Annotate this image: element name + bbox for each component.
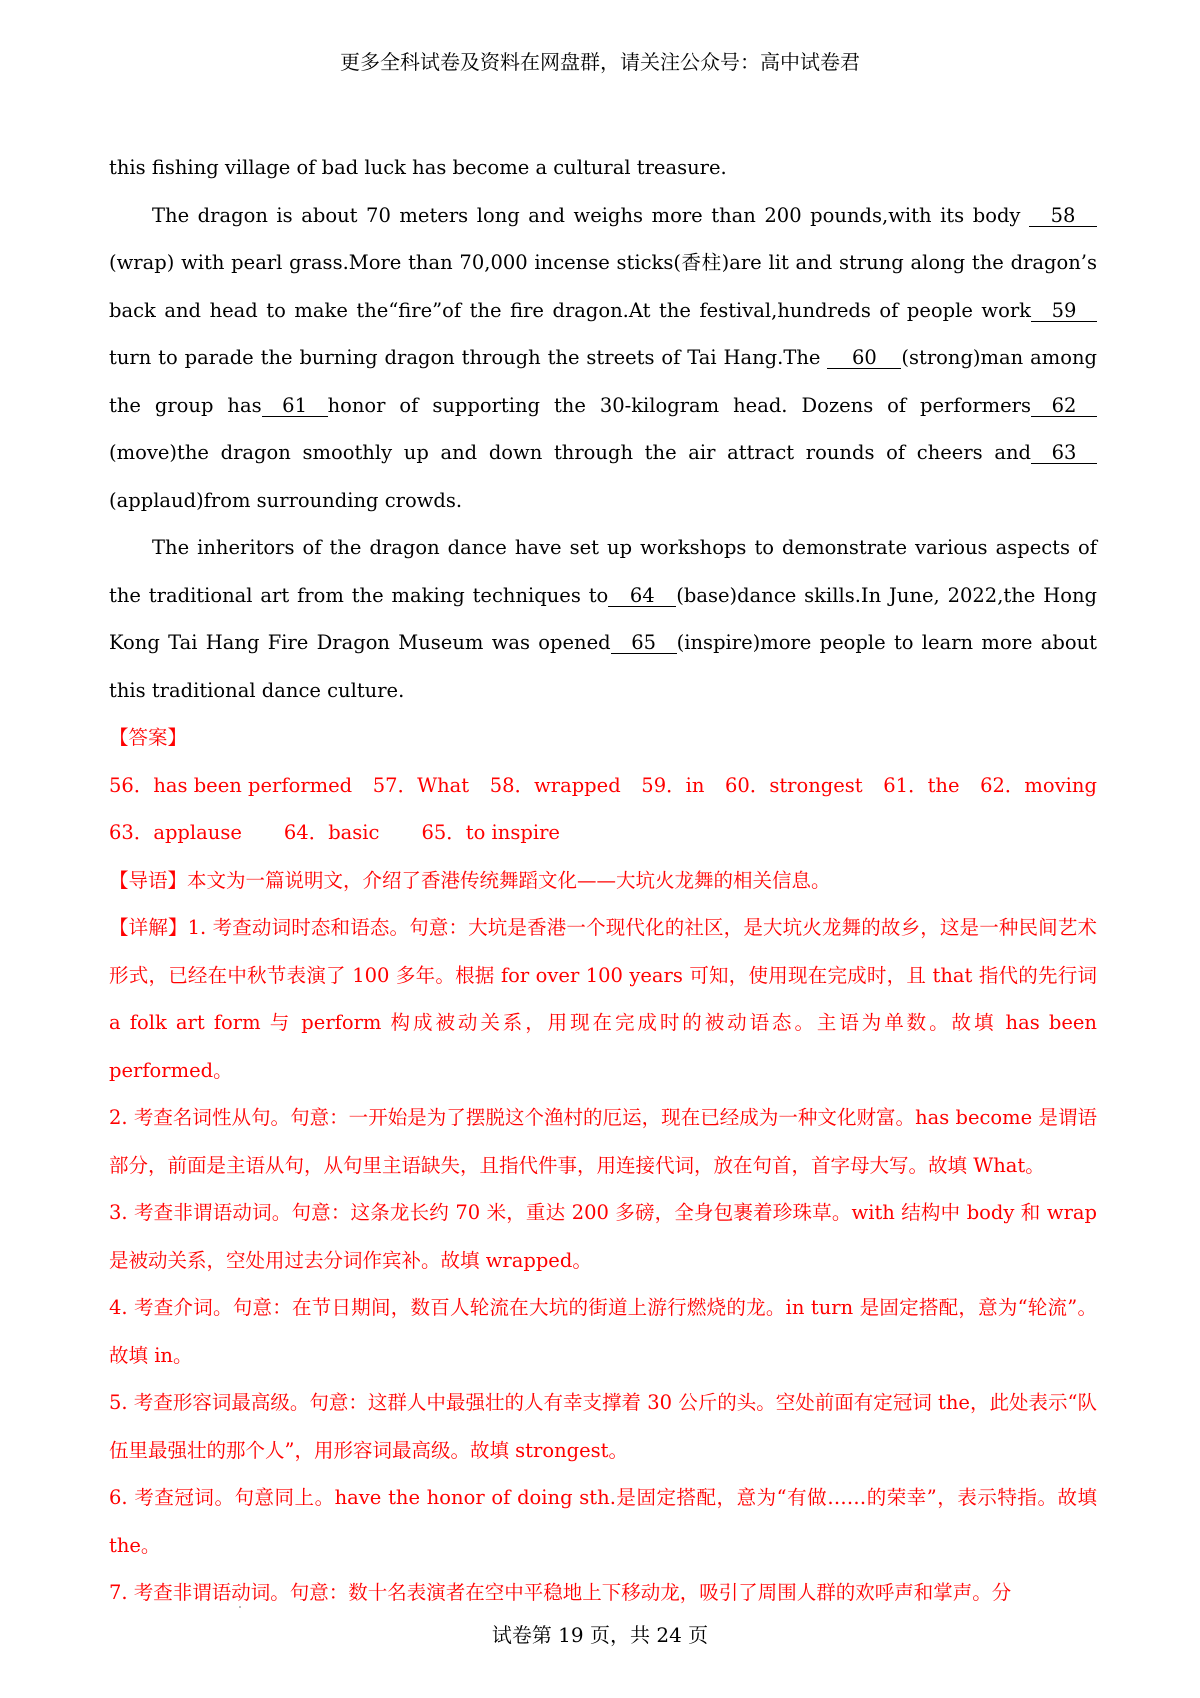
guide-paragraph xyxy=(109,857,1097,905)
text-run: (inspire)more people to learn more about this traditional dance culture. xyxy=(109,631,1097,702)
answer-item: 65．to inspire xyxy=(421,821,560,844)
blank-60: 60 xyxy=(827,348,901,369)
blank-59: 59 xyxy=(1031,301,1097,322)
answer-item: 56．has been performed xyxy=(109,773,353,797)
blank-62: 62 xyxy=(1031,396,1097,417)
text-run: The inheritors of the dragon dance have set up workshops to demonstrate various aspects of the traditional art from the making techniques to xyxy=(109,536,1097,607)
answer-item: 64．basic xyxy=(283,821,380,844)
detail-6: 6. 考查冠词。句意同上。have the honor of doing sth.是固定搭配，意为“有做……的荣幸”，表示特指。故填 the。 xyxy=(109,1486,1097,1557)
detail-3: 3. 考查非谓语动词。句意：这条龙长约 70 米，重达 200 多磅，全身包裹着珍珠草。with 结构中 body 和 wrap 是被动关系，空处用过去分词作宾补。故填 wrapped。 xyxy=(109,1201,1097,1272)
text-run: (strong)man among the group has xyxy=(109,346,1098,417)
detail-2: 2. 考查名词性从句。句意：一开始是为了摆脱这个渔村的厄运，现在已经成为一种文化财富。has become 是谓语部分，前面是主语从句，从句里主语缺失，且指代件事，用连接代词，放在句首，首字母大写。故填 What。 xyxy=(109,1106,1097,1177)
text-run: (wrap) with pearl grass.More than 70,000 incense sticks(香柱)are lit and strung along the dragon’s back and head to make the“fire”of the fire dragon.At the festival,hundreds of people work xyxy=(109,251,1097,322)
page-footer: 试卷第 19 页，共 24 页 xyxy=(491,1623,709,1647)
answers-row-1 xyxy=(109,762,1097,810)
detail-label: 【详解】 xyxy=(109,916,188,939)
text-run: The dragon is about 70 meters long and weighs more than 200 pounds,with its body xyxy=(152,203,1029,227)
text-run: (base)dance skills.In June, 2022,the Hong Kong Tai Hang Fire Dragon Museum was opened xyxy=(109,583,1098,654)
answer-heading: 【答案】 xyxy=(109,726,188,749)
text-run: (applaud)from surrounding crowds. xyxy=(109,488,463,512)
detail-4: 4. 考查介词。句意：在节日期间，数百人轮流在大坑的街道上游行燃烧的龙。in turn 是固定搭配，意为“轮流”。故填 in。 xyxy=(109,1296,1097,1367)
passage-paragraph-1 xyxy=(109,192,1097,525)
guide-label: 【导语】 xyxy=(109,868,188,892)
page-header: 更多全科试卷及资料在网盘群，请关注公众号：高中试卷君 xyxy=(340,50,860,74)
detail-7: 7. 考查非谓语动词。句意：数十名表演者在空中平稳地上下移动龙，吸引了周围人群的欢呼声和掌声。分 xyxy=(109,1581,1012,1604)
guide-text: 本文为一篇说明文，介绍了香港传统舞蹈文化——大坑火龙舞的相关信息。 xyxy=(187,868,831,892)
answer-item: 61．the xyxy=(883,773,960,797)
blank-61: 61 xyxy=(262,396,328,417)
document-body xyxy=(109,144,1097,1617)
passage-paragraph-2 xyxy=(109,524,1097,714)
detail-text: 1. 考查动词时态和语态。句意：大坑是香港一个现代化的社区，是大坑火龙舞的故乡，这是一种民间艺术形式，已经在中秋节表演了 100 多年。根据 for over 100 years 可知，使用现在完成时，且 that 指代的先行词 a folk art form 与 perform 构成被动关系，用现在完成时的被动语态。主语为单数。故填 has been performed。 xyxy=(109,916,1097,1082)
text-run: (move)the dragon smoothly up and down through the air attract rounds of cheers and xyxy=(109,441,1031,464)
speck-mark xyxy=(239,1606,241,1608)
answers-row-2 xyxy=(109,809,1097,857)
answer-item: 59．in xyxy=(641,773,705,797)
text-run: honor of supporting the 30-kilogram head. Dozens of performers xyxy=(327,393,1031,417)
answer-item: 57．What xyxy=(372,773,470,797)
answer-item: 58．wrapped xyxy=(489,773,621,797)
blank-63: 63 xyxy=(1031,443,1097,464)
blank-64: 64 xyxy=(608,586,676,607)
blank-58: 58 xyxy=(1029,206,1097,227)
answer-item: 62．moving xyxy=(980,773,1097,797)
answer-item: 60．strongest xyxy=(725,773,863,797)
blank-65: 65 xyxy=(611,633,677,654)
passage-line: this fishing village of bad luck has become a cultural treasure. xyxy=(109,156,727,179)
detail-1 xyxy=(109,904,1097,1094)
answer-item: 63．applause xyxy=(109,821,242,844)
detail-5: 5. 考查形容词最高级。句意：这群人中最强壮的人有幸支撑着 30 公斤的头。空处前面有定冠词 the，此处表示“队伍里最强壮的那个人”，用形容词最高级。故填 strongest。 xyxy=(109,1391,1097,1462)
text-run: turn to parade the burning dragon through the streets of Tai Hang.The xyxy=(109,346,828,369)
